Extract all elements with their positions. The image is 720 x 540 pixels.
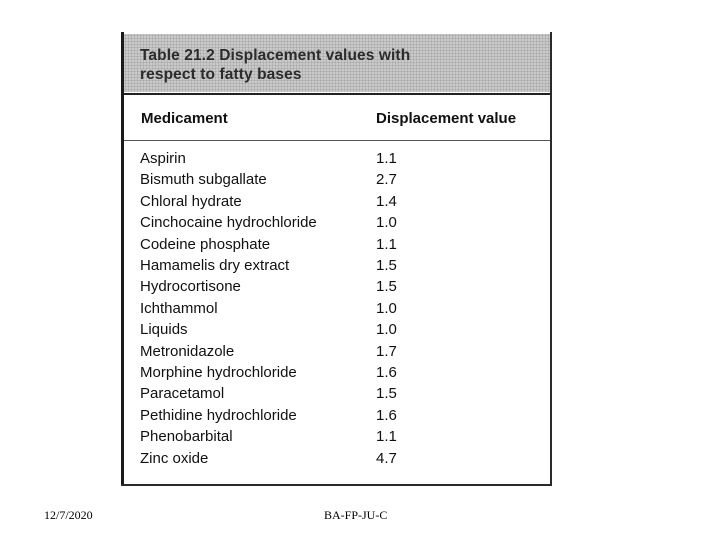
displacement-value: 1.1 xyxy=(376,428,397,446)
medicament-name: Hamamelis dry extract xyxy=(140,257,290,274)
displacement-value: 1.1 xyxy=(376,235,397,253)
displacement-value: 1.5 xyxy=(376,278,397,296)
medicament-name: Ichthammol xyxy=(140,299,218,317)
medicament-name: Codeine phosphate xyxy=(140,235,271,253)
displacement-value: 1.7 xyxy=(376,342,397,360)
displacement-value: 1.0 xyxy=(376,299,397,317)
table-row xyxy=(0,427,720,449)
medicament-name: Metronidazole xyxy=(140,342,235,360)
displacement-value: 1.4 xyxy=(376,192,397,210)
displacement-value: 1.5 xyxy=(376,385,397,403)
medicament-name: Hydrocortisone xyxy=(140,278,241,296)
table-row xyxy=(0,277,720,299)
table-title xyxy=(140,46,540,84)
displacement-value: 1.1 xyxy=(376,150,397,167)
medicament-name: Aspirin xyxy=(140,150,186,167)
displacement-value: 4.7 xyxy=(376,449,397,467)
table-title-line-2: respect to fatty bases xyxy=(140,66,302,83)
medicament-name: Phenobarbital xyxy=(140,428,233,446)
medicament-name: Morphine hydrochloride xyxy=(140,364,297,381)
table-title-line-1: Table 21.2 Displacement values with xyxy=(140,47,411,64)
medicament-name: Cinchocaine hydrochloride xyxy=(140,214,317,232)
table-row xyxy=(0,406,720,428)
column-header-medicament: Medicament xyxy=(141,110,228,127)
medicament-name: Pethidine hydrochloride xyxy=(140,406,297,424)
table-row xyxy=(0,213,720,235)
table-row xyxy=(0,384,720,406)
medicament-name: Liquids xyxy=(140,321,188,339)
table-row xyxy=(0,299,720,321)
footer-date: 12/7/2020 xyxy=(44,508,93,522)
displacement-value: 1.0 xyxy=(376,321,397,339)
table-row xyxy=(0,170,720,192)
footer-code: BA-FP-JU-C xyxy=(324,508,388,522)
table-row xyxy=(0,320,720,342)
medicament-name: Paracetamol xyxy=(140,385,225,403)
medicament-name: Bismuth subgallate xyxy=(140,171,267,189)
header-rule xyxy=(124,93,550,95)
displacement-value: 1.6 xyxy=(376,364,397,381)
column-header-displacement-value: Displacement value xyxy=(376,110,517,127)
medicament-name: Zinc oxide xyxy=(140,449,209,467)
table-row xyxy=(0,449,720,471)
table-row xyxy=(0,342,720,364)
table-row xyxy=(0,363,720,385)
table-row xyxy=(0,235,720,257)
table-row xyxy=(0,256,720,278)
displacement-value: 1.0 xyxy=(376,214,397,232)
medicament-name: Chloral hydrate xyxy=(140,192,242,210)
scan-border-bottom xyxy=(121,484,552,486)
column-header-rule xyxy=(124,140,550,141)
displacement-value: 1.5 xyxy=(376,257,397,274)
displacement-value: 1.6 xyxy=(376,406,397,424)
displacement-value: 2.7 xyxy=(376,171,397,189)
table-row xyxy=(0,192,720,214)
table-row xyxy=(0,149,720,171)
